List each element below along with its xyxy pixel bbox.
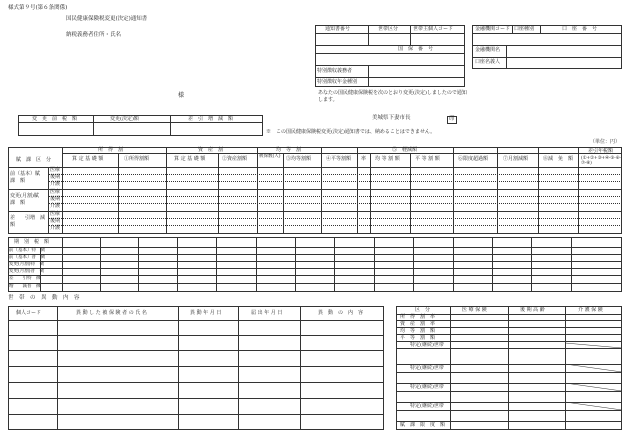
rt-iryo: 医 療 保 険 — [462, 307, 487, 313]
kazei-base-label: 算 定 基 礎 額 — [72, 156, 104, 162]
kinyu-code-label: 金融機関コード — [475, 26, 511, 32]
koza-holder-label: 口座名義人 — [475, 59, 501, 65]
shotoku-amt-label: ①所得割額 — [124, 156, 150, 162]
doc-title: 国民健康保険税変更(決定)通知書 — [66, 16, 148, 22]
mayor-label: 美城県下妻市長 — [372, 115, 411, 121]
row-label-sashihiki: 差 引増 減 額 — [10, 215, 51, 228]
kinto-k-label: 均 等 割 額 — [375, 156, 400, 162]
row-label-henko: 変更(月割)賦 課 額 — [10, 193, 44, 206]
tsuchisho-label: 通知書番号 — [325, 26, 351, 32]
koza-type-label: 口座種別 — [514, 26, 535, 32]
kinyu-name-label: 金融機関名 — [475, 47, 501, 53]
unit-label: （単位：円） — [590, 139, 621, 145]
row-label-kihon: 前（基本）賦 課 額 — [10, 171, 46, 184]
keigen-label: ⑤ 軽減額 — [392, 147, 418, 153]
koza-no-label: 口 座 番 号 — [562, 26, 598, 32]
byodo-k-label: 平 等 割 額 — [415, 156, 440, 162]
rt-kaigo: 介 護 保 険 — [578, 307, 603, 313]
honorific: 様 — [178, 92, 185, 99]
rt-row-gendo: 賦 課 限 度 額 — [400, 422, 446, 428]
subrow-iryo: 医療 — [50, 167, 61, 173]
shisan-label: 資 産 割 — [198, 147, 224, 153]
col-ido-date: 異 動 年 月 日 — [190, 310, 222, 316]
rt-row-tokutei-3: 特定(継続)世帯 — [410, 384, 444, 390]
rt-row-shotoku: 所 得 割 率 — [400, 314, 436, 320]
tokucho-nushi-label: 特別徴収義務者 — [317, 68, 353, 74]
col-ido-naiyo: 異 動 の 内 容 — [318, 310, 364, 316]
setai-section-title: 世 帯 の 異 動 内 容 — [8, 295, 80, 301]
tsuki-label: ⑦月割減額 — [503, 156, 529, 162]
period-tax-title: 期 別 税 額 — [14, 239, 50, 245]
shisan-base-label: 算 定 基 礎 額 — [174, 156, 206, 162]
period-row-5: 差 引特 徴 — [9, 276, 41, 281]
period-row-4: 変更(月割)普 徴 — [9, 269, 45, 274]
sashihiki-label: 差引年税額 — [588, 148, 614, 154]
shisan-amt-label: ②資産割額 — [222, 156, 248, 162]
rt-row-tokutei-2: 特定(継続)世帯 — [410, 365, 444, 371]
rt-row-tokutei-4: 特定(継続)世帯 — [410, 403, 444, 409]
byodo-label: ④平等割額 — [326, 156, 352, 162]
period-row-2: 前（基本）普 徴 — [9, 255, 45, 260]
seal: 印 — [449, 116, 455, 122]
nendo-label: 世帯区分 — [378, 26, 399, 32]
hoken-label: 国 保 番 号 — [398, 46, 434, 52]
setai-label: 世帯主個人コード — [413, 26, 454, 32]
hihokensha-label: 被保数(人) — [259, 154, 281, 159]
genmen-label: ⑧減 免 額 — [543, 156, 574, 162]
kubun-label: 賦 課 区 分 — [16, 157, 52, 163]
rt-kubun: 区 分 — [415, 307, 431, 313]
subrow-koki: 後期 — [50, 174, 61, 180]
rt-koki: 後 期 高 齢 — [520, 307, 545, 313]
subrow-iryo: 医療 — [50, 189, 61, 195]
subrow-kaigo: 介護 — [50, 181, 61, 187]
rt-row-byodo: 平 等 割 額 — [400, 335, 436, 341]
after-label: 変更(決定)額 — [110, 116, 139, 122]
subrow-kaigo: 介護 — [50, 203, 61, 209]
before-label: 変 更 前 税 額 — [32, 116, 78, 122]
period-row-6: 増 減普 徴 — [9, 284, 41, 289]
recipient-label: 納税義務者住所・氏名 — [66, 32, 122, 38]
col-todoke-date: 届 出 年 月 日 — [251, 310, 283, 316]
period-row-3: 変更(月割)特 徴 — [9, 262, 45, 267]
period-row-1: 前（基本）特 徴 — [9, 248, 45, 253]
shotoku-label: 所 得 割 — [98, 147, 124, 153]
note: ※ この国民健康保険税変更(決定)通知書では、納めることはできません。 — [266, 129, 436, 135]
rt-row-kinto: 均 等 割 額 — [400, 328, 436, 334]
subrow-koki: 後期 — [50, 218, 61, 224]
diff-label: 差 引 増 減 額 — [188, 116, 234, 122]
formula-label: (①+②+③+④-⑤-⑥-⑦-⑧) — [581, 156, 621, 167]
kagen-label: ⑥限度超過額 — [458, 156, 489, 162]
tokucho-nenkin-label: 特別徴収年金種別 — [317, 79, 358, 85]
kinto-amt-label: ③均等割額 — [286, 156, 312, 162]
subrow-kaigo: 介護 — [50, 225, 61, 231]
form-number: 様式第９号(第６条関係) — [8, 5, 68, 11]
col-kojin-code: 個人コード — [16, 310, 42, 316]
subrow-iryo: 医療 — [50, 211, 61, 217]
subrow-koki: 後期 — [50, 196, 61, 202]
kinto-label: 均 等 割 — [276, 147, 302, 153]
rt-row-tokutei-1: 特定(継続)世帯 — [410, 342, 444, 348]
rt-row-shisan: 資 産 割 率 — [400, 321, 436, 327]
col-hihokensha-name: 異 動 し た 被 保 険 者 の 氏 名 — [76, 310, 147, 316]
rate-label: 率 — [361, 156, 367, 162]
notice-text: あなたの国民健康保険税を次のとおり変更(決定)しましたので通知します。 — [318, 90, 467, 103]
